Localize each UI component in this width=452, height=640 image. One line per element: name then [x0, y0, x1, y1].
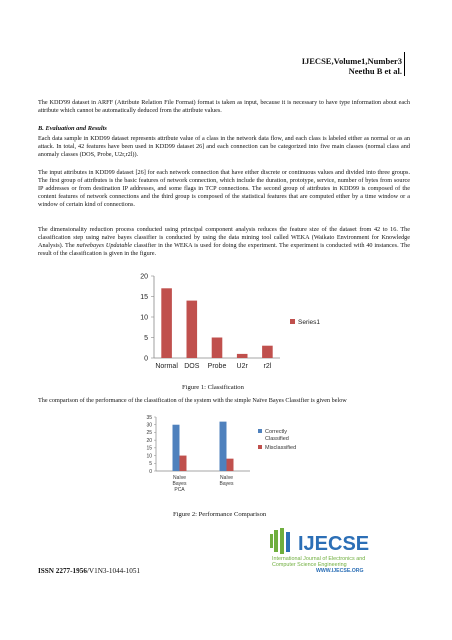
y-tick-label: 5 [149, 461, 152, 468]
x-tick-label-line: PCA [174, 487, 185, 493]
issn-footer [38, 567, 140, 575]
author-line: Neethu B et al. [348, 66, 402, 76]
y-tick-label: 35 [146, 414, 152, 421]
paragraph-dim-text-b: classifier in the WEKA is used for doing the experiment. The experiment is conducted with 40 instances. The result of the classification is given in the figure. [38, 242, 410, 258]
performance-comparison-chart [140, 413, 316, 505]
y-tick-label: 10 [140, 314, 148, 322]
logo-stripe-4 [270, 534, 273, 548]
bar [161, 288, 172, 358]
issn-label: ISSN 2277-1956 [38, 567, 87, 575]
y-tick-label: 20 [146, 437, 152, 444]
logo-line2: Computer Science Engineering [272, 562, 347, 568]
x-tick-label [220, 475, 234, 487]
x-tick-label-line: Bayes [172, 481, 187, 487]
bar [212, 338, 223, 359]
x-tick-label-line: Naïve [172, 475, 187, 481]
paragraph-comparison: The comparison of the performance of the classification of the system with the simple Naïve Bayes Classifier is given below [38, 397, 347, 404]
bar [173, 425, 180, 471]
y-tick-label: 5 [144, 335, 148, 342]
logo-url: WWW.IJECSE.ORG [316, 568, 364, 574]
y-tick-label: 0 [144, 355, 148, 363]
y-tick-label: 20 [140, 273, 148, 281]
legend-label-line: Correctly [265, 429, 288, 435]
paragraph-dim-text-a: The dimensionality reduction process conducted using principal component analysis reduces the feature size of the dataset from 42 to 16. The classification step using naïve bayes classifier is conducted by using the data mining tool called WEKA (Waikato Environment for Knowledge Analysis). The [38, 226, 410, 250]
y-tick-label: 15 [140, 294, 148, 301]
running-header [302, 56, 402, 76]
legend-label: Series1 [298, 319, 321, 326]
journal-volume: IJECSE,Volume1,Number3 [301, 56, 402, 66]
x-tick-label: r2l [263, 363, 272, 370]
legend-label-line: Classified [265, 436, 289, 442]
legend-label-line: Misclassified [265, 445, 297, 451]
bar [262, 346, 273, 358]
bar [237, 354, 248, 358]
legend-swatch [290, 319, 295, 324]
x-tick-label: U2r [236, 363, 248, 370]
logo-stripe-2 [280, 528, 284, 554]
bar [187, 301, 198, 358]
logo-emblem-icon [270, 528, 290, 554]
y-tick-label: 30 [146, 422, 152, 429]
bar [227, 459, 234, 471]
paragraph-kdd99: Each data sample in KDD99 dataset represents attribute value of a class in the network data flow, and each class is labeled either as normal or as an attack. In total, 42 features have been used in KDD99 dataset 26] and each connection can be categorized into five main classes (normal class and anomaly classes (DOS, Probe, U2r,r2l)). [38, 135, 410, 159]
figure1-caption: Figure 1: Classification [182, 384, 244, 391]
x-tick-label: Probe [207, 363, 227, 370]
bar [220, 422, 227, 471]
paragraph-attributes: The input attributes in KDD99 dataset [26] for each network connection that have either discrete or continuous values and divided into three groups. The first group of attributes is the basic features of network connection, which include the duration, prototype, service, number of bytes from source IP addresses or from destination IP addresses, and some flags in TCP connections. The second group of attributes in KDD99 is composed of the content features of network connections and the third group is composed of the statistical features that are computed either by a time window or a window of certain kind of connections. [38, 169, 410, 209]
legend-label [265, 445, 296, 451]
classification-chart [130, 270, 350, 378]
bar [180, 456, 187, 471]
legend-swatch [258, 429, 262, 433]
paragraph-arff: The KDD'99 dataset in ARFF (Attribute Relation File Format) format is taken as input, because it is necessary to have type information about each attribute which cannot be automatically deduced from the attribute values. [38, 99, 410, 115]
issn-rest: /V1N3-1044-1051 [86, 567, 141, 575]
x-tick-label: DOS [184, 363, 200, 370]
y-tick-label: 15 [146, 445, 152, 452]
logo-stripe-1 [274, 530, 278, 552]
x-tick-label [173, 475, 187, 493]
logo-stripe-3 [286, 532, 290, 552]
y-tick-label: 10 [146, 453, 152, 460]
figure2-caption: Figure 2: Performance Comparison [173, 511, 267, 518]
x-tick-label: Normal [155, 363, 178, 370]
y-tick-label: 0 [149, 468, 152, 475]
y-tick-label: 25 [146, 430, 152, 437]
x-tick-label-line: Naïve [219, 475, 234, 481]
ijecse-logo [268, 526, 418, 574]
x-tick-label-line: Bayes [219, 481, 234, 487]
section-heading: B. Evaluation and Results [38, 125, 107, 132]
paragraph-dim-classifier: naïvebayes Updatable [76, 242, 132, 250]
legend-label [265, 429, 289, 442]
header-rule [404, 52, 405, 76]
paragraph-dimensionality [38, 226, 410, 258]
logo-mark: IJECSE [298, 533, 370, 555]
logo-line1: International Journal of Electronics and [272, 556, 366, 562]
legend-swatch [258, 445, 262, 449]
